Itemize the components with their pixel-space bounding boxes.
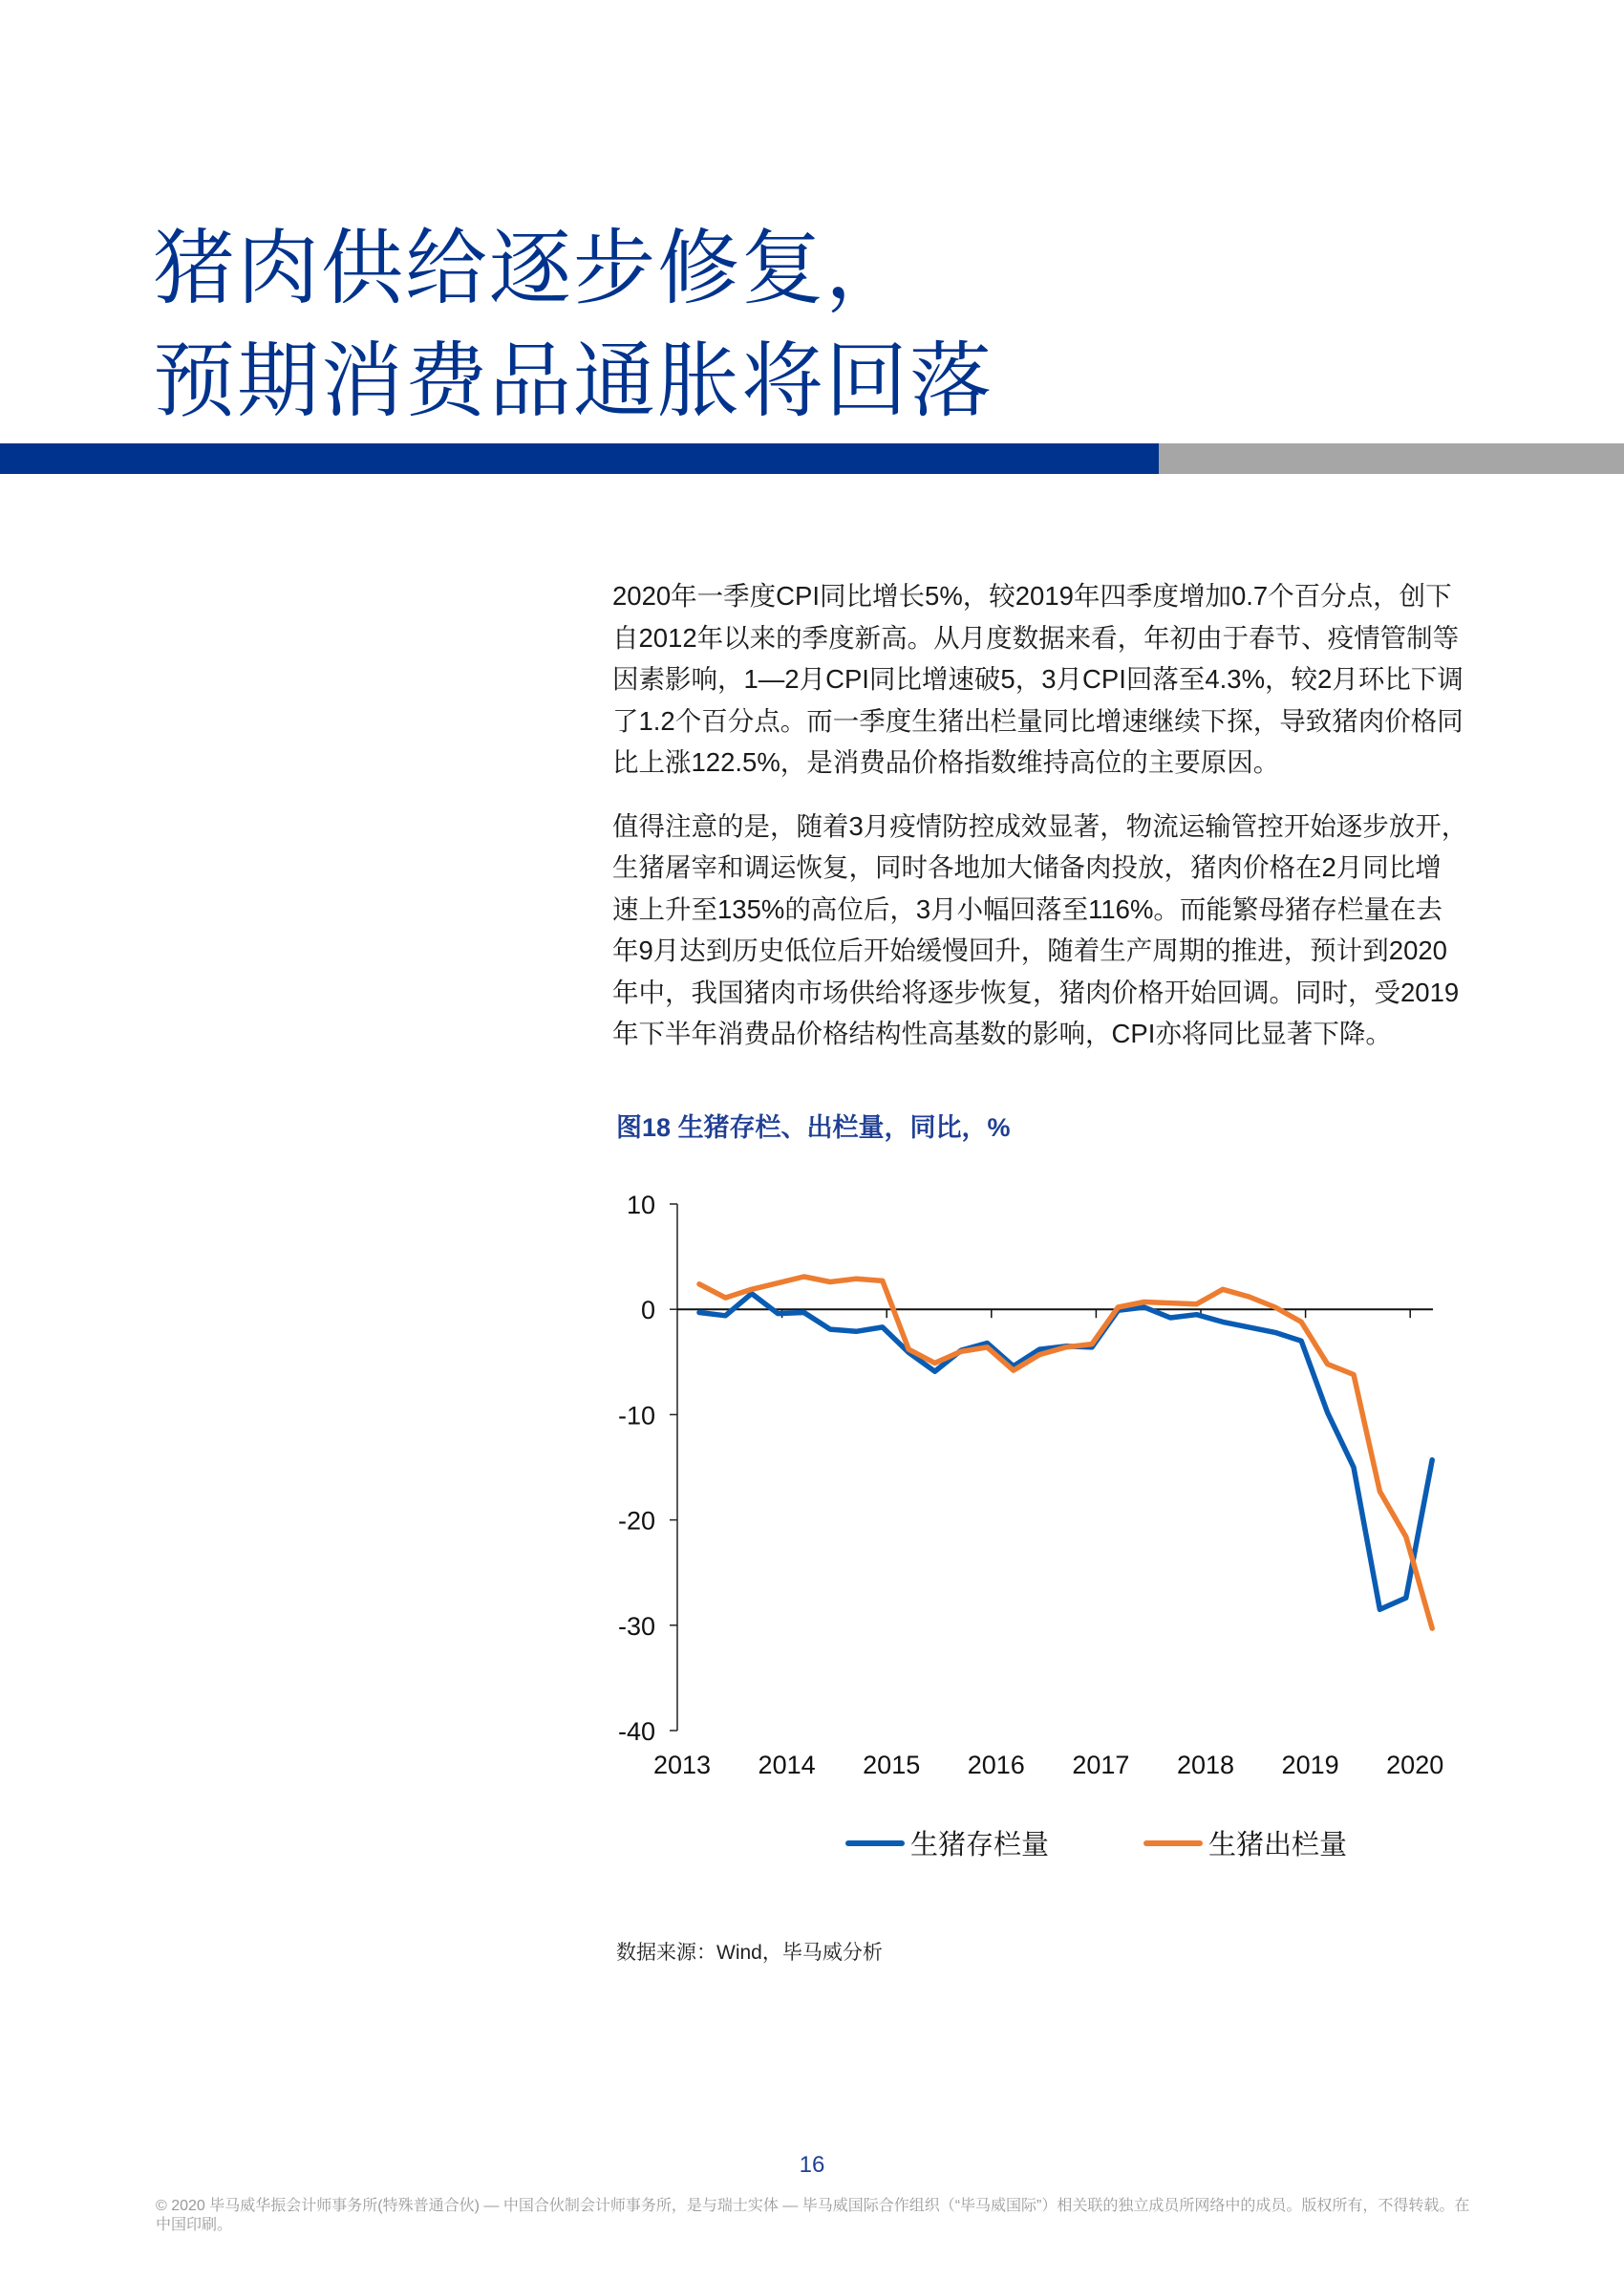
series-line-inventory [699, 1294, 1432, 1610]
text-line: 年下半年消费品价格结构性高基数的影响，CPI亦将同比显著下降。 [612, 1019, 1392, 1048]
x-tick-label: 2017 [1072, 1751, 1130, 1779]
y-tick-label: -40 [617, 1717, 655, 1746]
legend-item-slaughter [1143, 1823, 1347, 1862]
page-title-line-1: 猪肉供给逐步修复， [153, 223, 909, 314]
copyright-footer: © 2020 毕马威华振会计师事务所(特殊普通合伙) — 中国合伙制会计师事务所，是与瑞士实体 — 毕马威国际合作组织（“毕马威国际”）相关联的独立成员所网络中的成员。版权所有，不得转载。在中国印刷。 [156, 2198, 1470, 2233]
data-source: 数据来源：Wind，毕马威分析 [616, 1942, 883, 1964]
text-line: 因素影响，1—2月CPI同比增速破5，3月CPI回落至4.3%，较2月环比下调 [612, 664, 1464, 694]
text-line: 速上升至135%的高位后，3月小幅回落至116%。而能繁母猪存栏量在去 [612, 893, 1442, 924]
x-tick-label: 2014 [758, 1751, 816, 1779]
x-tick-label: 2019 [1281, 1751, 1339, 1779]
x-tick-label: 2020 [1386, 1751, 1444, 1779]
text-line: 自2012年以来的季度新高。从月度数据来看，年初由于春节、疫情管制等 [612, 622, 1460, 653]
x-tick-label: 2015 [863, 1751, 921, 1779]
y-tick-label: 10 [626, 1191, 655, 1219]
text-line: 了1.2个百分点。而一季度生猪出栏量同比增速继续下探，导致猪肉价格同 [612, 705, 1464, 736]
x-tick-label: 2016 [967, 1751, 1025, 1779]
legend-label: 生猪存栏量 [910, 1830, 1050, 1861]
text-line: 年中，我国猪肉市场供给将逐步恢复，猪肉价格开始回调。同时，受2019 [612, 977, 1460, 1007]
text-line: 比上涨122.5%，是消费品价格指数维持高位的主要原因。 [612, 747, 1280, 777]
x-tick-label: 2018 [1176, 1751, 1235, 1779]
text-line: 年9月达到历史低位后开始缓慢回升，随着生产周期的推进，预计到2020 [612, 936, 1447, 965]
page-title-line-2: 预期消费品通胀将回落 [153, 335, 994, 427]
figure-label: 图18 [616, 1113, 672, 1142]
legend-swatch-blue [845, 1840, 905, 1846]
y-tick-label: 0 [640, 1296, 655, 1325]
figure-caption: 生猪存栏、出栏量，同比，% [677, 1113, 1011, 1142]
page-number: 16 [799, 2152, 825, 2178]
text-line: 2020年一季度CPI同比增长5%，较2019年四季度增加0.7个百分点，创下 [612, 581, 1452, 611]
y-tick-label: -30 [617, 1611, 655, 1641]
x-tick-label: 2013 [652, 1751, 712, 1779]
text-line: 生猪屠宰和调运恢复，同时各地加大储备肉投放，猪肉价格在2月同比增 [612, 852, 1442, 882]
legend-label: 生猪出栏量 [1208, 1830, 1348, 1861]
y-tick-label: -20 [617, 1506, 655, 1536]
text-line: 值得注意的是，随着3月疫情防控成效显著，物流运输管控开始逐步放开， [612, 810, 1468, 841]
y-tick-label: -10 [617, 1401, 655, 1430]
legend-item-inventory [845, 1823, 1049, 1862]
legend-swatch-orange [1143, 1840, 1203, 1846]
series-line-slaughter [699, 1277, 1432, 1628]
